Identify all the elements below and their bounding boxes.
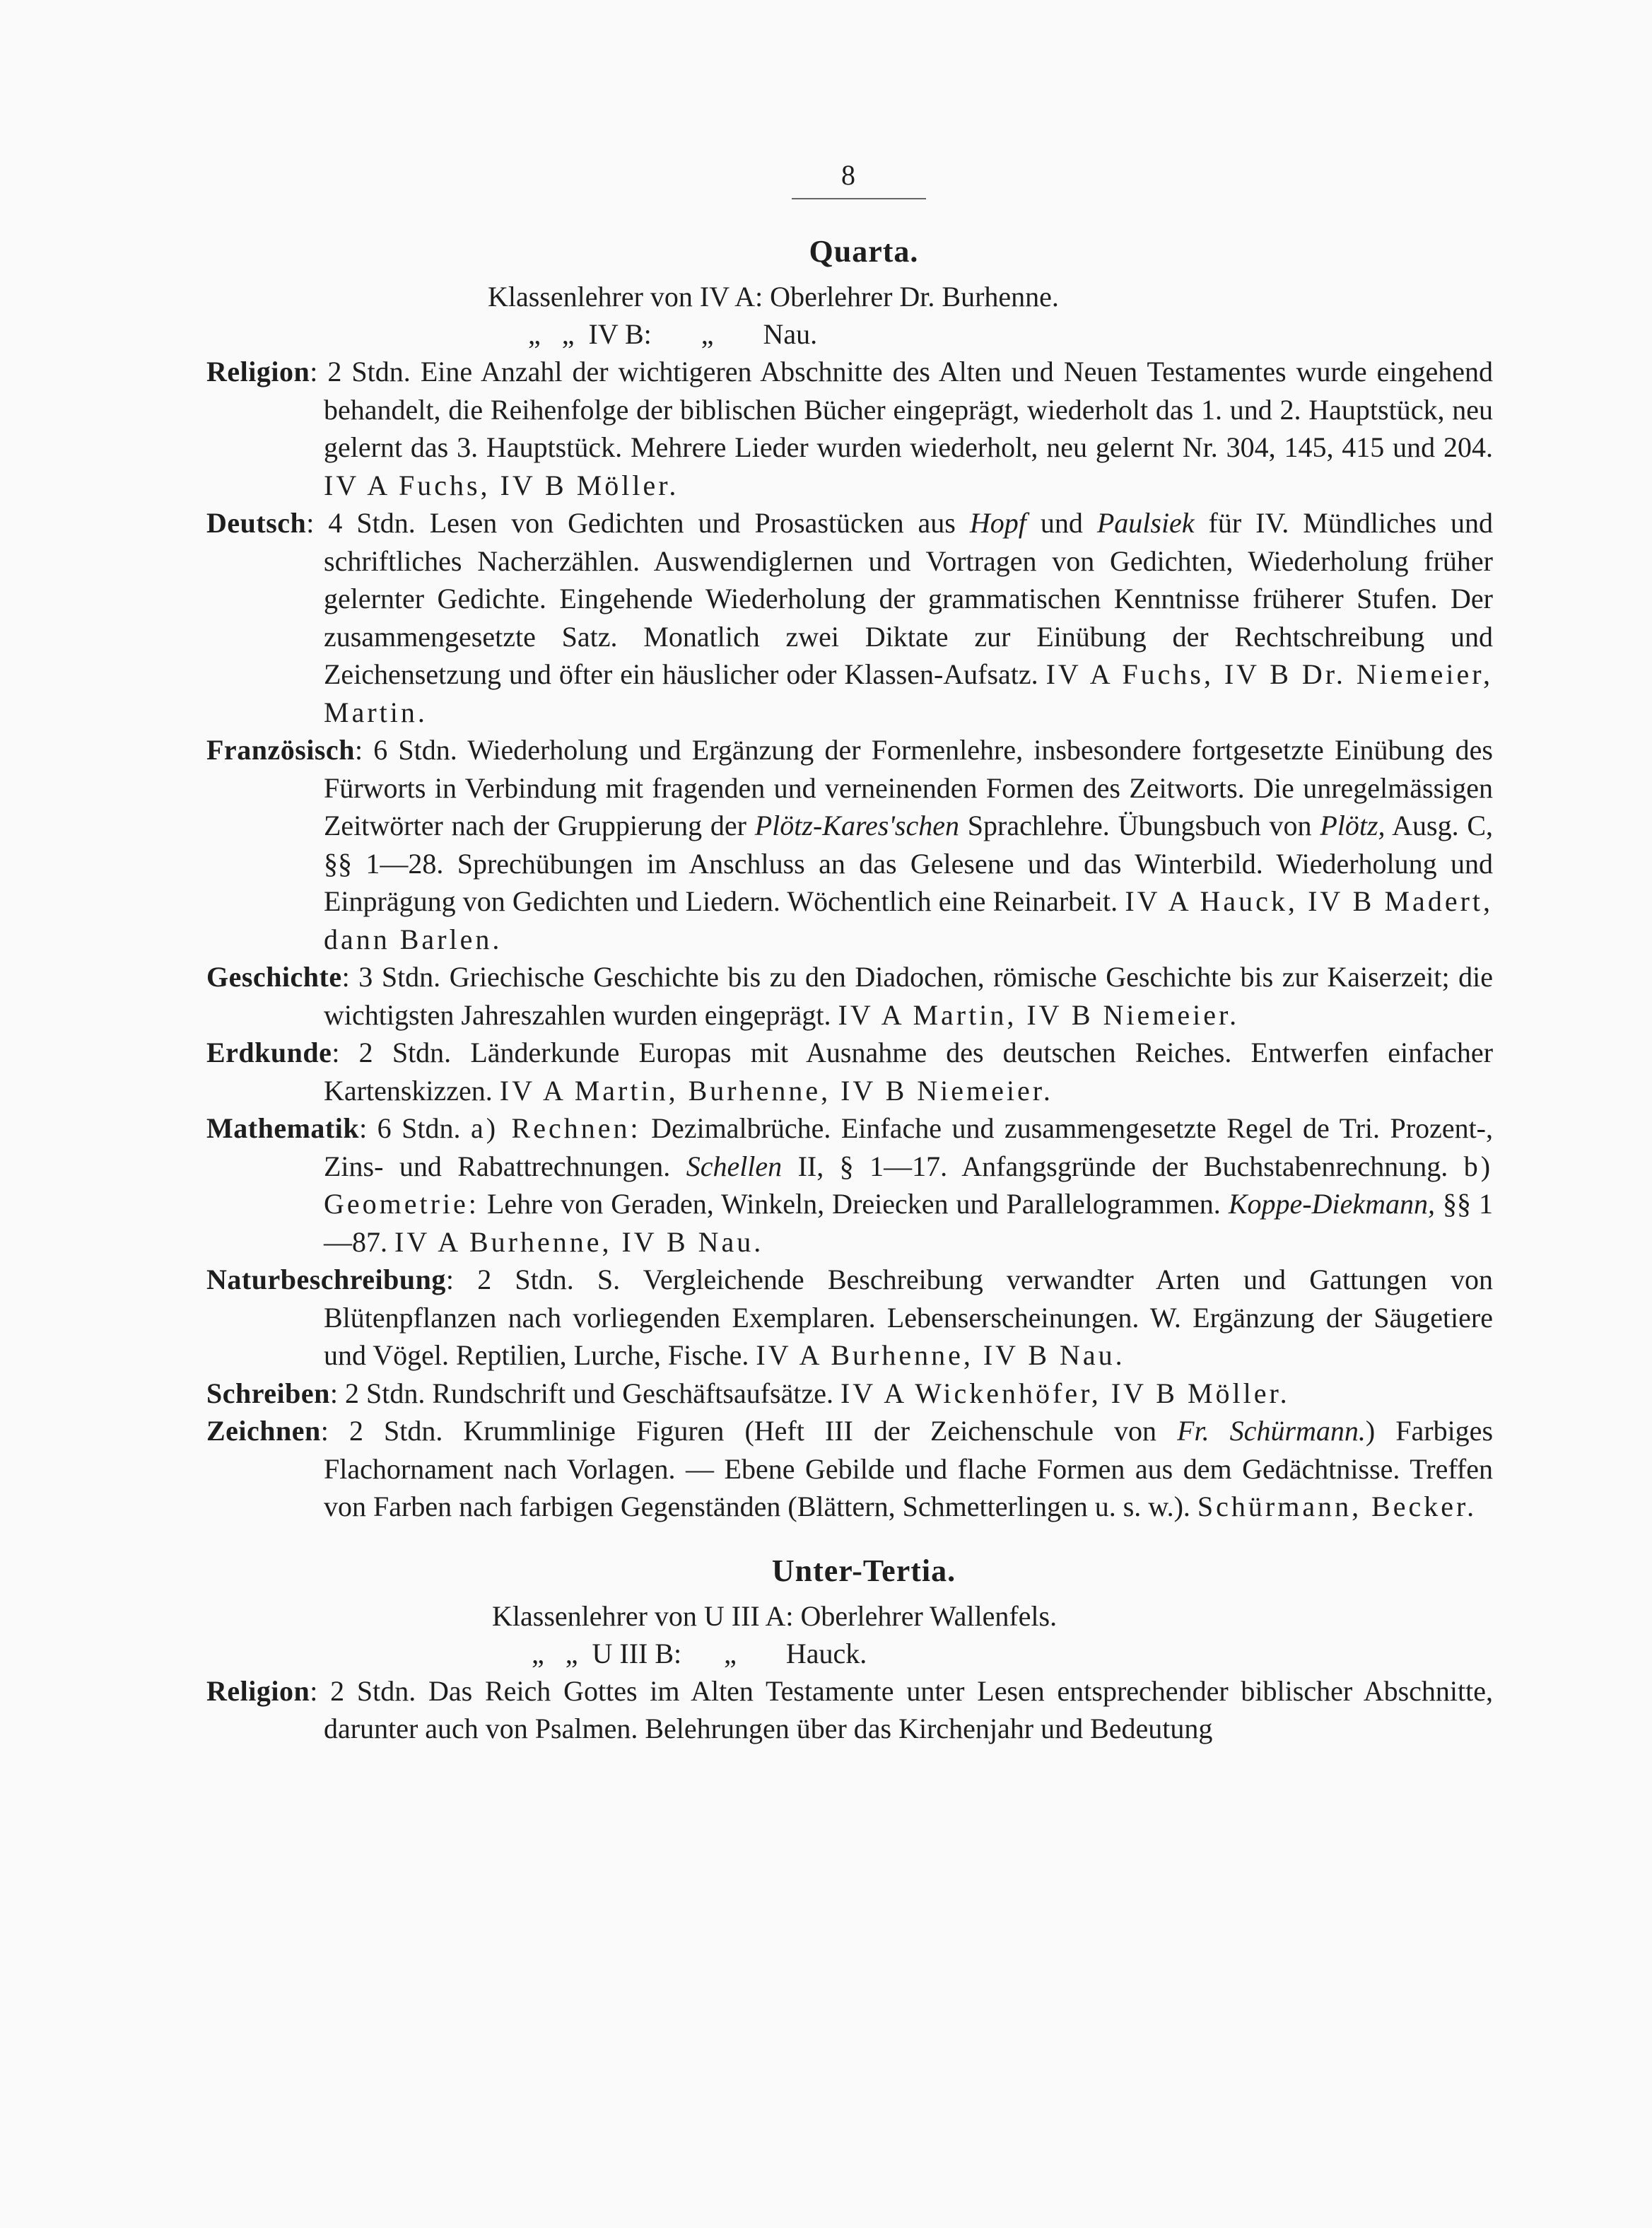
section-title-unter-tertia: Unter-Tertia. (771, 1553, 956, 1588)
subject-mathematik (206, 1109, 1493, 1261)
subject-zeichnen (206, 1412, 1493, 1526)
subject-schreiben (206, 1375, 1493, 1413)
subject-hours: : 6 Stdn. (354, 734, 457, 766)
subject-religion (206, 353, 1493, 504)
subject-text: S. Vergleichende Beschreibung verwandter Arten und Gattungen von Blütenpflanzen nach vorliegenden Exemplaren. Lebenserscheinungen. W. Ergänzung der Säugetiere und Vögel. Reptilien, Lurche, Fische. (324, 1264, 1493, 1371)
book-title: Plötz-Kares'schen (754, 810, 959, 841)
subject-religion-unter-tertia (206, 1672, 1493, 1748)
subject-text: Dezimalbrüche. Einfache und zusammengesetzte Regel de Tri. Prozent-, Zins- und Rabattrechnungen. (324, 1112, 1494, 1182)
subject-name: Französisch (206, 734, 355, 766)
class-teacher-line: „ „ IV B: „ Nau. (528, 318, 818, 350)
subject-name: Schreiben (206, 1377, 330, 1409)
section-title-quarta: Quarta. (809, 234, 919, 269)
subject-teachers: Schürmann, Becker. (1197, 1491, 1477, 1522)
class-teacher-line: „ „ U III B: „ Hauck. (532, 1637, 867, 1669)
subject-text: Lehre von Geraden, Winkeln, Dreiecken und Parallelogrammen. (486, 1188, 1221, 1220)
subject-text: Wiederholung und Ergänzung der Formenlehre, insbesondere fortgesetzte Einübung des Fürworts in Verbindung mit fragenden und verneinenden Formen des Zeitworts. Die unregelmässigen Zeitwörter nach der Gruppierung der (324, 734, 1493, 841)
subject-hours: : 2 Stdn. (445, 1264, 574, 1295)
subject-text: für IV. Mündliches und schriftliches Nacherzählen. Auswendiglernen und Vortragen von Gedichten, Wiederholung früher gelernter Gedichte. Eingehende Wiederholung der grammatischen Kenntnisse früherer Stufen. Der zusammengesetzte Satz. Monatlich zwei Diktate zur Einübung der Rechtschreibung und Zeichensetzung und öfter ein häuslicher oder Klassen-Aufsatz. (324, 507, 1494, 690)
class-teacher-line: Klassenlehrer von IV A: Oberlehrer Dr. Burhenne. (488, 281, 1059, 313)
subject-deutsch (206, 504, 1493, 731)
subject-teachers: IV A Burhenne, IV B Nau. (756, 1339, 1125, 1371)
subject-text: Griechische Geschichte bis zu den Diadochen, römische Geschichte bis zur Kaiserzeit; die wichtigsten Jahreszahlen wurden eingeprägt. (324, 961, 1494, 1031)
subject-name: Religion (206, 1674, 310, 1707)
subject-hours: : 2 Stdn. (310, 356, 411, 387)
subject-text: Länderkunde Europas mit Ausnahme des deutschen Reiches. Entwerfen einfacher Kartenskizzen. (324, 1037, 1494, 1107)
subject-name: Naturbeschreibung (206, 1264, 446, 1295)
subject-name: Geschichte (206, 961, 342, 993)
subject-hours: : 2 Stdn. (310, 1674, 416, 1707)
subject-name: Mathematik (206, 1112, 360, 1144)
subject-teachers: IV A Martin, IV B Niemeier. (838, 998, 1240, 1031)
subsection-label: a) Rechnen: (470, 1112, 641, 1144)
subject-teachers: IV A Hauck, IV B Madert, dann Barlen. (324, 885, 1494, 955)
page-number-rule (792, 198, 926, 199)
subject-name: Deutsch (206, 507, 307, 539)
page-number: 8 (841, 159, 855, 191)
subject-text: Rundschrift und Geschäftsaufsätze. (432, 1377, 833, 1409)
subject-text: Das Reich Gottes im Alten Testamente unter Lesen entsprechender biblischer Abschnitte, darunter auch von Psalmen. Belehrungen über das Kirchenjahr und Bedeutung (324, 1674, 1494, 1744)
page-body (206, 228, 1493, 1748)
subject-hours: : 3 Stdn. (341, 961, 441, 993)
book-title: Schellen (686, 1150, 783, 1182)
subject-teachers: IV A Martin, Burhenne, IV B Niemeier. (499, 1074, 1053, 1107)
subject-teachers: IV A Fuchs, IV B Möller. (324, 469, 679, 501)
subject-hours: : 2 Stdn. (329, 1377, 426, 1409)
subject-geschichte (206, 958, 1493, 1034)
subject-text: und (1040, 507, 1083, 539)
subject-text: Sprachlehre. Übungsbuch von (967, 810, 1312, 841)
subject-hours: : 2 Stdn. (320, 1415, 443, 1447)
subject-erdkunde (206, 1034, 1493, 1109)
subject-teachers: IV A Fuchs, IV B Dr. Niemeier, Martin. (324, 658, 1493, 728)
subject-franzoesisch (206, 731, 1493, 958)
subject-teachers: IV A Burhenne, IV B Nau. (394, 1225, 764, 1258)
subject-naturbeschreibung (206, 1261, 1493, 1375)
subject-text: §§ 1—87. (324, 1188, 1494, 1258)
subject-hours: : 2 Stdn. (332, 1037, 452, 1068)
book-title: Hopf (969, 507, 1026, 539)
book-title: Fr. Schürmann. (1177, 1415, 1366, 1447)
subject-text: Eine Anzahl der wichtigeren Abschnitte des Alten und Neuen Testamentes wurde eingehend behandelt, die Reihenfolge der biblischen Bücher eingeprägt, wiederholt das 1. und 2. Hauptstück, neu gelernt das 3. Hauptstück. Mehrere Lieder wurden wiederholt, neu gelernt Nr. 304, 145, 415 und 204. (324, 356, 1493, 463)
subject-name: Zeichnen (206, 1415, 321, 1447)
subject-hours: : 6 Stdn. (359, 1112, 461, 1144)
subject-text: Krummlinige Figuren (Heft III der Zeichenschule von (463, 1415, 1157, 1447)
subject-text: II, § 1—17. Anfangsgründe der Buchstabenrechnung. (797, 1150, 1448, 1182)
book-title: Plötz, (1320, 810, 1386, 841)
subject-teachers: IV A Wickenhöfer, IV B Möller. (840, 1377, 1290, 1409)
class-teacher-line: Klassenlehrer von U III A: Oberlehrer Wallenfels. (492, 1599, 1058, 1632)
subject-text: Ausg. C, §§ 1—28. Sprechübungen im Anschluss an das Gelesene und das Winterbild. Wiederholung und Einprägung von Gedichten und Liedern. Wöchentlich eine Reinarbeit. (324, 810, 1494, 917)
subject-text: ) Farbiges Flachornament nach Vorlagen. — Ebene Gebilde und flache Formen aus dem Gedächtnisse. Treffen von Farben nach farbigen Gegenständen (Blättern, Schmetterlingen u. s. w.). (324, 1415, 1494, 1522)
subject-name: Erdkunde (206, 1037, 332, 1068)
subject-hours: : 4 Stdn. (306, 507, 416, 539)
book-title: Koppe-Diekmann, (1228, 1188, 1435, 1220)
subsection-label: b) Geometrie: (324, 1150, 1494, 1220)
book-title: Paulsiek (1096, 507, 1195, 539)
subject-text: Lesen von Gedichten und Prosastücken aus (429, 507, 956, 539)
subject-name: Religion (206, 356, 310, 387)
